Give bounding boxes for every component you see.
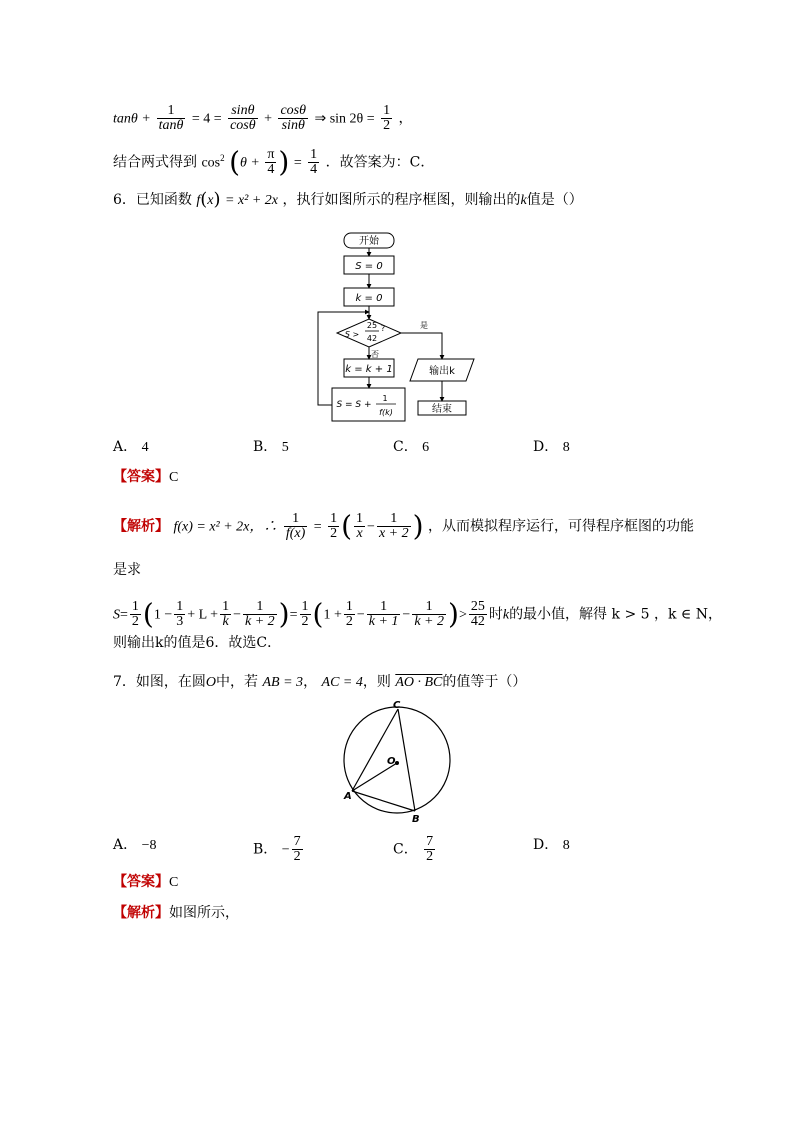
q6-analysis-line3: S= $\frac{1}{2}$ (1 − $\frac{1}{3}$ + L + $\frac{1}{k}$ − $\frac{1}{k + 2}$ )= $\frac{1}{2}$ (1 + $\frac{1}{2}$ − $\frac{1}{k + 1}$ − $\frac{1}{k + 2}$ )> $\frac{25}{42}$ 时k的最小值，解得 k > 5 ，k ∈ N， (113, 597, 722, 631)
q7-vector-expr: AO · BC (395, 675, 443, 690)
tan-theta: tanθ (113, 111, 138, 127)
analysis-line3-tail: 的最小值，解得 k > 5 ，k ∈ N， (509, 606, 722, 623)
k-symbol: k (520, 193, 527, 208)
q7-mid2: ，则 (362, 674, 391, 690)
fraction-cos-over-sin: $\frac{\cos\theta}{\sin\theta}$ (280, 103, 307, 133)
answer-value: C (169, 875, 179, 890)
answer-tag: 【答案】 (113, 874, 169, 890)
fraction-pi-over-4: $\frac{\pi}{4}$ (267, 147, 275, 178)
flowchart (300, 225, 500, 425)
q6-prefix: 6．已知函数 (113, 192, 192, 208)
q7-answer (113, 872, 178, 893)
analysis-fx: f(x) = x² + 2x，∴ (173, 519, 278, 535)
cond-num: 25 (366, 321, 378, 330)
s0-label: S = 0 (355, 261, 383, 272)
theta-plus: θ + (240, 155, 264, 171)
q6-option-b: B． 5 (253, 439, 289, 455)
analysis-k: k (502, 607, 510, 623)
intro-equation-1 (113, 104, 413, 133)
inc-label: k = k + 1 (345, 364, 393, 375)
circle-O (344, 707, 450, 813)
end-label: 结束 (432, 404, 452, 415)
fraction-sin-over-cos: $\frac{\sin\theta}{\cos\theta}$ (230, 103, 256, 133)
conclusion-answer: ．故答案为：C． (325, 154, 435, 171)
q6-option-a: A． 4 (113, 439, 149, 455)
fx-symbol: f (196, 193, 201, 208)
analysis-line1-tail: ，从而模拟程序运行，可得程序框图的功能 (428, 518, 695, 535)
answer-value: C (169, 470, 179, 485)
circle-figure (335, 695, 460, 825)
no-label: 否 (371, 350, 379, 359)
fraction-one-half: $\frac{1}{2}$ (383, 103, 391, 133)
q7-O: O (205, 675, 217, 690)
q7-suffix: 的值等于（） (442, 674, 527, 690)
q7-ac: AC = 4 (321, 675, 363, 690)
output-label: 输出k (429, 366, 455, 377)
q6-answer (113, 467, 178, 488)
q7-option-b: B． − $\frac{7}{2}$ (253, 834, 301, 864)
label-O: O (387, 756, 396, 767)
k0-label: k = 0 (355, 293, 383, 304)
plus-sign-2: + (264, 111, 272, 127)
q7-mid1: 中，若 (216, 674, 259, 690)
analysis-line4: 则输出k的值是6．故选C． (113, 635, 282, 651)
q7-prefix: 7．如图，在圆 (113, 674, 206, 690)
segment-BC (398, 709, 415, 811)
q6-analysis-line2 (113, 560, 141, 580)
update-num: 1 (382, 394, 388, 403)
segment-AB (352, 791, 415, 811)
q7-stem (113, 672, 526, 693)
cond-left: S > (344, 330, 360, 339)
segment-AC (352, 709, 398, 791)
q6-suffix: 值是（） (526, 192, 583, 208)
center-dot (395, 761, 399, 765)
equals: = (293, 155, 302, 171)
square-sup: 2 (220, 153, 225, 163)
q6-stem: 6．已知函数 f(x) = x² + 2x ，执行如图所示的程序框图，则输出的k值是（） (113, 189, 583, 210)
fraction-1-over-fx: $\frac{1}{f(x)}$ (285, 511, 306, 541)
cond-den: 42 (366, 334, 378, 343)
plus-sign: + (142, 111, 151, 127)
segment-AO (352, 763, 397, 791)
cos-label: cos (201, 155, 221, 171)
yes-label: 是 (420, 321, 428, 330)
intro-conclusion: 结合两式得到 $\cos^2 (\theta$ + $\frac{\pi}{4}$ ) = $\frac{1}{4}$ ．故答案为：C． (113, 145, 435, 179)
q6-option-d: D． 8 (533, 439, 570, 455)
fraction-1-over-tan: $\frac{1}{\tan\theta}$ (158, 103, 184, 133)
analysis-when: 时 (488, 606, 503, 623)
fx-arg: x (207, 193, 214, 208)
fraction-half: $\frac{1}{2}$ (330, 511, 338, 541)
answer-tag: 【答案】 (113, 469, 169, 485)
analysis-line2: 是求 (113, 562, 141, 578)
analysis-tag: 【解析】 (113, 518, 169, 535)
q6-option-c: C． 6 (393, 439, 430, 455)
analysis-text: 如图所示， (169, 905, 239, 921)
analysis-tag: 【解析】 (113, 905, 169, 921)
start-label: 开始 (359, 236, 379, 247)
label-C: C (393, 700, 401, 711)
comma: ， (398, 110, 413, 127)
q7-ab: AB = 3 (262, 675, 304, 690)
q7-option-c: C． $\frac{7}{2}$ (393, 834, 434, 864)
q6-analysis-line1: 【解析】 f(x) = x² + 2x，∴ $\frac{1}{f(x)}$ = $\frac{1}{2}$ ( $\frac{1}{x}$ − $\frac{1}{x + 2}$ ) ，从而模拟程序运行，可得程序框图的功能 (113, 509, 695, 543)
update-left: S = S + (336, 400, 372, 410)
implies-sin2theta: ⇒ sin 2θ = (314, 111, 375, 127)
q7-option-a: A． −8 (113, 837, 157, 853)
equals-four: = 4 = (191, 111, 222, 127)
fraction-one-quarter: $\frac{1}{4}$ (310, 147, 318, 178)
fx-rhs: = x² + 2x (225, 193, 279, 208)
q7-comma: ， (303, 674, 318, 690)
conclusion-text: 结合两式得到 (113, 154, 197, 171)
label-A: A (344, 791, 352, 802)
label-B: B (412, 814, 420, 825)
update-den: f(k) (379, 408, 393, 417)
q6-mid: ，执行如图所示的程序框图，则输出的 (282, 192, 521, 208)
q6-analysis-line4 (113, 633, 281, 653)
cond-q: ? (380, 324, 386, 333)
q7-option-d: D． 8 (533, 837, 570, 853)
q7-analysis (113, 903, 239, 923)
